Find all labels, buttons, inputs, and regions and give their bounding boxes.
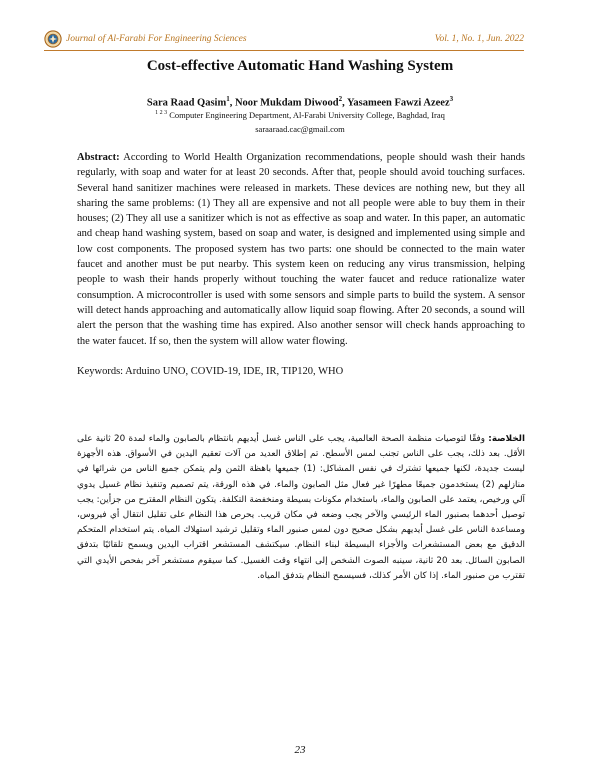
arabic-abstract-label: الخلاصة: xyxy=(488,434,525,444)
author-email[interactable]: saraaraad.cac@gmail.com xyxy=(255,124,345,134)
arabic-abstract-text: وفقًا لتوصيات منظمة الصحة العالمية، يجب على الناس غسل أيديهم بانتظام بالصابون والماء لمدة 20 ثانية على الأقل. بعد ذلك، يجب على الناس تجنب لمس الأسطح. تم إطلاق العديد من آلات تعقيم اليدين في الأسواق. هذه الأجهزة ليست جديدة، لكنها جميعها تشترك في نفس المشاكل: (1) جميعها باهظة الثمن ولم يتمكن جميع الناس من شرائها في منازلهم (2) يستخدمون جميعًا مطهرًا غير فعال مثل الصابون والماء. في هذه الورقة، يتم تصميم وتنفيذ نظام غسيل يدوي آلي ورخيص، يعتمد على الصابون والماء، باستخدام مكونات بسيطة ومنخفضة التكلفة. يتكون النظام المقترح من جزأين: يجب توصيل أحدهما بصنبور الماء الرئيسي والآخر يجب وضعه في مكان قريب. يحرص هذا النظام على تقليل انتقال أي فيروس، ومساعدة الناس على غسل أيديهم بشكل صحيح دون لمس صنبور الماء وتقليل ترشيد استهلاك المياه. يتم استخدام المتحكم الدقيق مع بعض المستشعرات والأجزاء البسيطة لبناء النظام. سيكتشف المستشعر اقتراب اليدين ويسمح تلقائيًا بتدفق الصابون السائل. بعد 20 ثانية، سينبه الصوت الشخص إلى انتهاء وقت الغسيل. كما سيقوم مستشعر آخر بفحص الأيدي التي تقترب من صنبور الماء. إذا كان الأمر كذلك، فسيسمح النظام بتدفق المياه. xyxy=(77,434,525,581)
author-sup: 2 xyxy=(338,95,343,103)
author-sup: 1 xyxy=(226,95,230,103)
affiliation-text: Computer Engineering Department, Al-Farabi University College, Baghdad, Iraq xyxy=(169,110,445,120)
abstract-text: According to World Health Organization recommendations, people should wash their hands regularly, with soap and water for at least 20 seconds. After that, people should avoid touching surfaces. Several hand sanitizer machines were released in markets. These devices are nothing new, but they all sharing the same problems: (1) They all are expensive and not all people were able to buy them in their houses; (2) They all use a sanitizer which is not as effective as soap and water. In this paper, an automatic and cheap hand washing system, based on soap and water, is designed and implemented using simple and low cost components. The proposed system has two parts: one should be connected to the main water faucet and another must be put nearby. This system keen on reducing any virus transmission, helping people to wash their hands properly without touching the water faucet and reduce rationalize water consumption. A microcontroller is used with some sensors and simple parts to build the system. A sensor will detect hands approaching and automatically allow liquid soap flowing. After 20 seconds, a sound will alert the person that the washing time has expired. Also another sensor will check hands approaching to the water faucet. If so, then the system will allow water flowing. xyxy=(77,152,526,347)
author-sup: 3 xyxy=(449,95,454,103)
journal-issue: Vol. 1, No. 1, Jun. 2022 xyxy=(434,34,524,44)
journal-logo-icon xyxy=(44,30,62,48)
journal-header xyxy=(44,28,524,51)
keywords: Keywords: Arduino UNO, COVID-19, IDE, IR, TIP120, WHO xyxy=(77,366,344,377)
author-name: Noor Mukdam Diwood xyxy=(234,97,339,109)
author-name: Yasameen Fawzi Azeez xyxy=(346,97,450,109)
affiliation-sup: 1 2 3 xyxy=(155,110,168,117)
page-number: 23 xyxy=(294,744,306,756)
abstract-label: Abstract: xyxy=(77,152,120,163)
author-name: Sara Raad Qasim xyxy=(146,97,227,109)
paper-title: Cost-effective Automatic Hand Washing System xyxy=(146,58,454,74)
arabic-abstract xyxy=(77,432,525,584)
affiliation xyxy=(0,110,600,120)
author-list: Sara Raad Qasim$^1$, Noor Mukdam Diwood$^2$, Yasameen Fawzi Azeez$^3$ xyxy=(146,95,454,109)
abstract xyxy=(77,150,525,349)
journal-name: Journal of Al-Farabi For Engineering Sciences xyxy=(66,34,247,44)
